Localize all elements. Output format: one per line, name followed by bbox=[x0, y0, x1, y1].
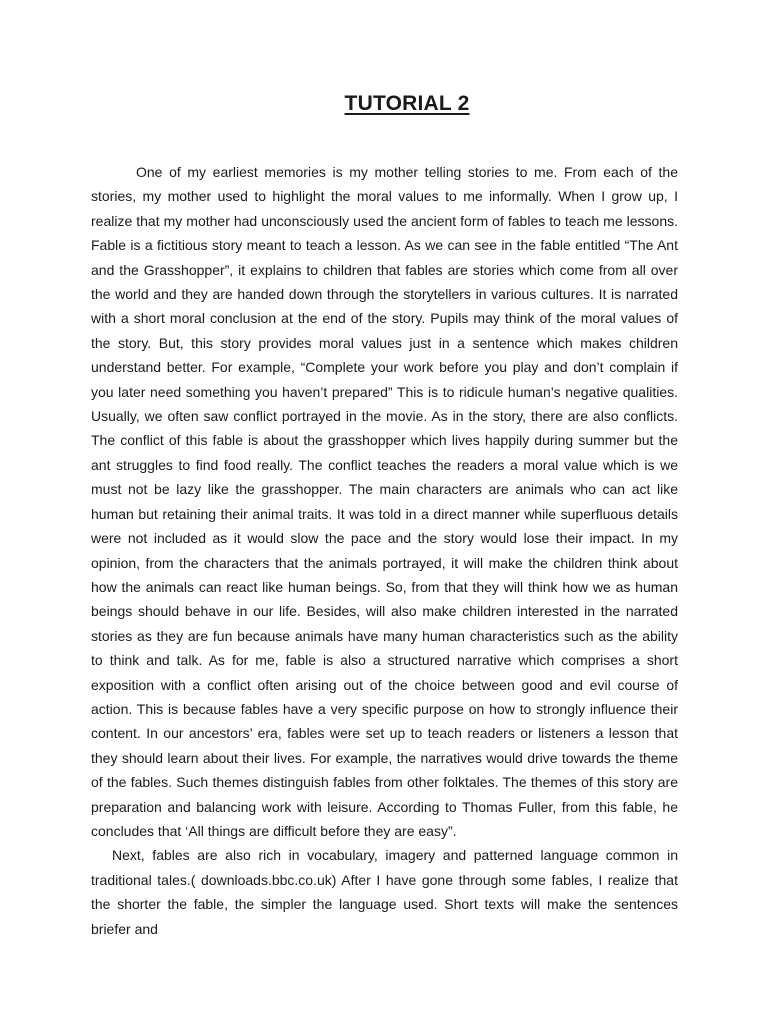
document-body bbox=[91, 160, 678, 941]
page-title: TUTORIAL 2 bbox=[344, 92, 470, 115]
paragraph-1: One of my earliest memories is my mother telling stories to me. From each of the stories, my mother used to highlight the moral values to me informally. When I grow up, I realize that my mother had unconsciously used the ancient form of fables to teach me lessons. Fable is a fictitious story meant to teach a lesson. As we can see in the fable entitled “The Ant and the Grasshopper”, it explains to children that fables are stories which come from all over the world and they are handed down through the storytellers in various cultures. It is narrated with a short moral conclusion at the end of the story. Pupils may think of the moral values of the story. But, this story provides moral values just in a sentence which makes children understand better. For example, “Complete your work before you play and don’t complain if you later need something you haven’t prepared” This is to ridicule human’s negative qualities. Usually, we often saw conflict portrayed in the movie. As in the story, there are also conflicts. The conflict of this fable is about the grasshopper which lives happily during summer but the ant struggles to find food really. The conflict teaches the readers a moral value which is we must not be lazy like the grasshopper. The main characters are animals who can act like human but retaining their animal traits. It was told in a direct manner while superfluous details were not included as it would slow the pace and the story would lose their impact. In my opinion, from the characters that the animals portrayed, it will make the children think about how the animals can react like human beings. So, from that they will think how we as human beings should behave in our life. Besides, will also make children interested in the narrated stories as they are fun because animals have many human characteristics such as the ability to think and talk. As for me, fable is also a structured narrative which comprises a short exposition with a conflict often arising out of the choice between good and evil course of action. This is because fables have a very specific purpose on how to strongly influence their content. In our ancestors’ era, fables were set up to teach readers or listeners a lesson that they should learn about their lives. For example, the narratives would drive towards the theme of the fables. Such themes distinguish fables from other folktales. The themes of this story are preparation and balancing work with leisure. According to Thomas Fuller, from this fable, he concludes that ‘All things are difficult before they are easy”. bbox=[91, 164, 678, 839]
paragraph-2: Next, fables are also rich in vocabulary, imagery and patterned language common in traditional tales.( downloads.bbc.co.uk) After I have gone through some fables, I realize that the shorter the fable, the simpler the language used. Short texts will make the sentences briefer and bbox=[91, 847, 678, 937]
